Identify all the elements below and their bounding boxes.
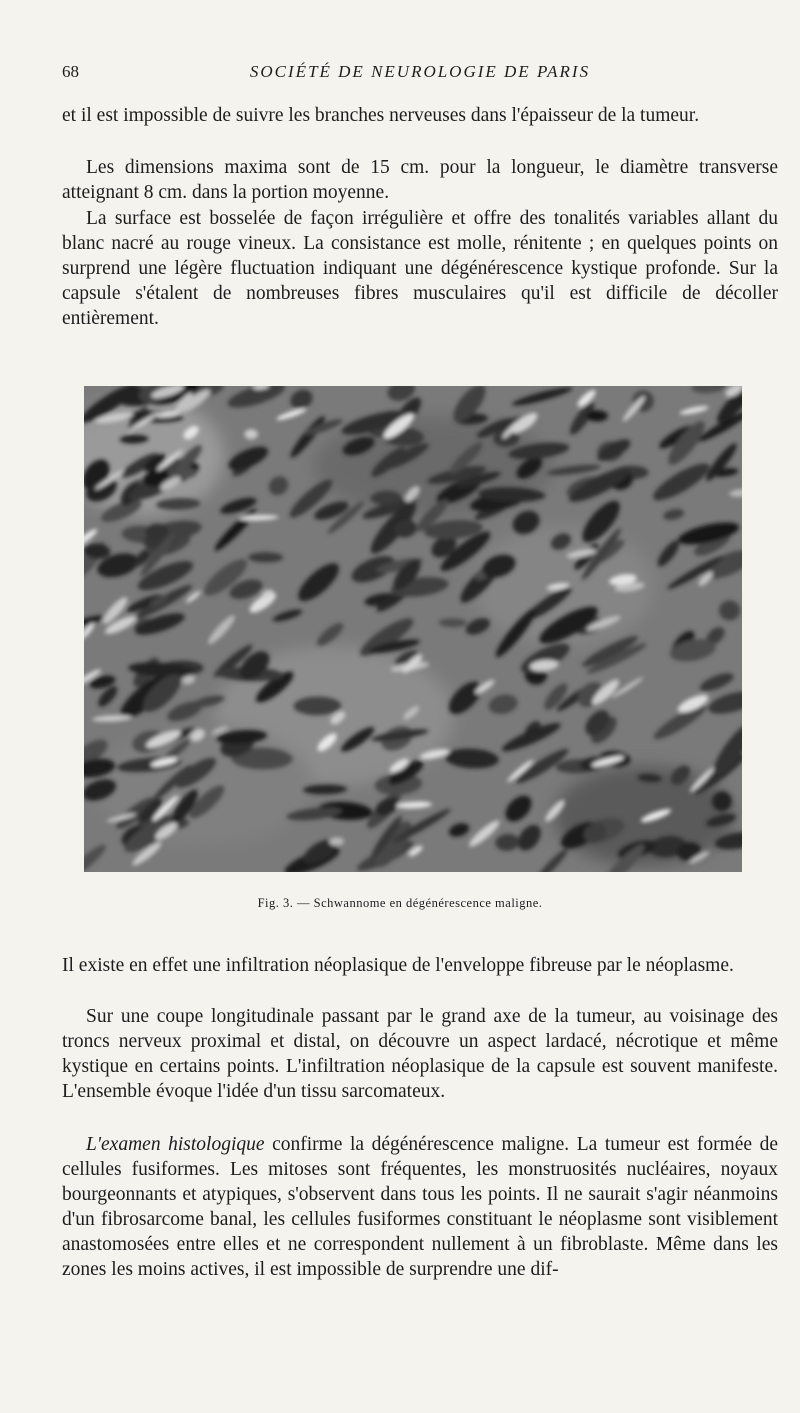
paragraph-surface: La surface est bosselée de façon irrégulière et offre des tonalités variables allant du blanc nacré au rouge vineux. La consistance est molle, rénitente ; en quelques points on surprend une légère fluctuation indiquant une dégénérescence kystique profonde. Sur la capsule s'étalent de nombreuses fibres musculaires qu'il est difficile de décoller entièrement. xyxy=(62,208,778,329)
paragraph-continuation: et il est impossible de suivre les branches nerveuses dans l'épaisseur de la tumeur. xyxy=(62,105,700,126)
paragraph-histology xyxy=(62,1132,778,1282)
paragraph-infiltration: Il existe en effet une infiltration néoplasique de l'enveloppe fibreuse par le néoplasme. xyxy=(62,955,734,976)
figure-caption: Fig. 3. — Schwannome en dégénérescence maligne. xyxy=(257,896,543,910)
page-number: 68 xyxy=(62,62,79,81)
paragraph-dimensions: Les dimensions maxima sont de 15 cm. pour la longueur, le diamètre transverse atteignant 8 cm. dans la portion moyenne. xyxy=(62,157,778,203)
italic-lead: L'examen histologique xyxy=(86,1134,265,1155)
page-header xyxy=(62,62,778,88)
paragraph-coupe: Sur une coupe longitudinale passant par le grand axe de la tumeur, au voisinage des troncs nerveux proximal et distal, on découvre un aspect lardacé, nécrotique et même kystique en certains points. L'infiltration néoplasique de la capsule est souvent manifeste. L'ensemble évoque l'idée d'un tissu sarcomateux. xyxy=(62,1006,778,1102)
micrograph-image xyxy=(84,386,742,872)
paragraph-histology-text: confirme la dégénérescence maligne. La tumeur est formée de cellules fusiformes. Les mitoses sont fréquentes, les monstruosités nucléaires, noyaux bourgeonnants et atypiques, s'observent dans tous les points. Il ne saurait s'agir néanmoins d'un fibrosarcome banal, les cellules fusiformes constituant le néoplasme sont visiblement anastomosées entre elles et ne correspondent nullement à un fibroblaste. Même dans les zones les moins actives, il est impossible de surprendre une dif- xyxy=(62,1134,778,1280)
histology-micrograph xyxy=(84,386,742,872)
cell-nucleus xyxy=(586,410,608,421)
running-title: SOCIÉTÉ DE NEUROLOGIE DE PARIS xyxy=(249,62,591,81)
cell-nucleus xyxy=(719,600,740,620)
